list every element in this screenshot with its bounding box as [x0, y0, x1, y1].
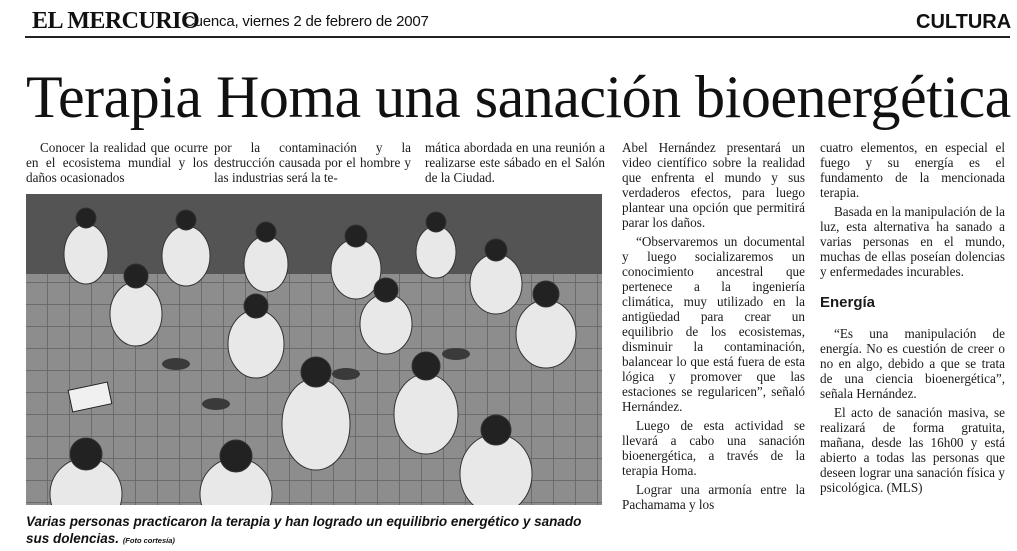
body-paragraph: El acto de sanación masiva, se realizará de forma gratuita, mañana, desde las 16h00 y está abierto a todas las personas que deseen lograr una sanación física y psicológica. (MLS) [820, 405, 1005, 495]
body-column-5 [820, 140, 1005, 499]
article-photo [26, 194, 602, 505]
dateline: Cuenca, viernes 2 de febrero de 2007 [184, 13, 429, 30]
masthead: EL MERCURIO [32, 8, 200, 34]
intro-paragraph-1: Conocer la realidad que ocurre en el ecosistema mundial y los daños ocasionados [26, 140, 208, 185]
section-label: CULTURA [916, 11, 1012, 33]
intro-paragraph-2: por la contaminación y la destrucción causada por el hombre y las industrias será la te- [214, 140, 411, 185]
intro-column-3 [425, 140, 605, 189]
photo-illustration [26, 194, 602, 505]
body-paragraph: Luego de esta actividad se llevará a cabo una sanación bioenergética, a través de la terapia Homa. [622, 418, 805, 478]
body-column-4 [622, 140, 805, 516]
intro-column-2 [214, 140, 411, 189]
body-paragraph: Lograr una armonía entre la Pachamama y los [622, 482, 805, 512]
photo-credit: (Foto cortesía) [122, 536, 175, 545]
intro-column-1 [26, 140, 208, 189]
caption-text: Varias personas practicaron la terapia y han logrado un equilibrio energético y sanado sus dolencias. [26, 514, 582, 546]
body-paragraph: “Es una manipulación de energía. No es cuestión de creer o no en algo, debido a que se trata de una ciencia bioenergética”, señala Hernández. [820, 326, 1005, 401]
body-paragraph: cuatro elementos, en especial el fuego y su energía es el fundamento de la mencionada terapia. [820, 140, 1005, 200]
header-rule [25, 36, 1010, 38]
photo-caption [26, 513, 604, 549]
body-paragraph: Basada en la manipulación de la luz, esta alternativa ha sanado a varias personas en el mundo, muchas de ellas poseían dolencias y enfermedades incurables. [820, 204, 1005, 279]
body-paragraph: Abel Hernández presentará un video científico sobre la realidad que enfrenta el mundo y sus verdaderos efectos, para luego plantear una opción que permitirá parar los daños. [622, 140, 805, 230]
intro-paragraph-3: mática abordada en una reunión a realizarse este sábado en el Salón de la Ciudad. [425, 140, 605, 185]
headline: Terapia Homa una sanación bioenergética [26, 64, 1011, 130]
body-paragraph: “Observaremos un documental y luego socializaremos un conocimiento ancestral que pertenece a la ingeniería climática, muy utilizado en la antigüedad para crear un equilibrio de los ecosistemas, disminuir la contaminación, balancear lo que está fuera de esta lógica y promover que las estaciones se regularicen”, señaló Hernández. [622, 234, 805, 414]
subheading: Energía [820, 294, 876, 311]
